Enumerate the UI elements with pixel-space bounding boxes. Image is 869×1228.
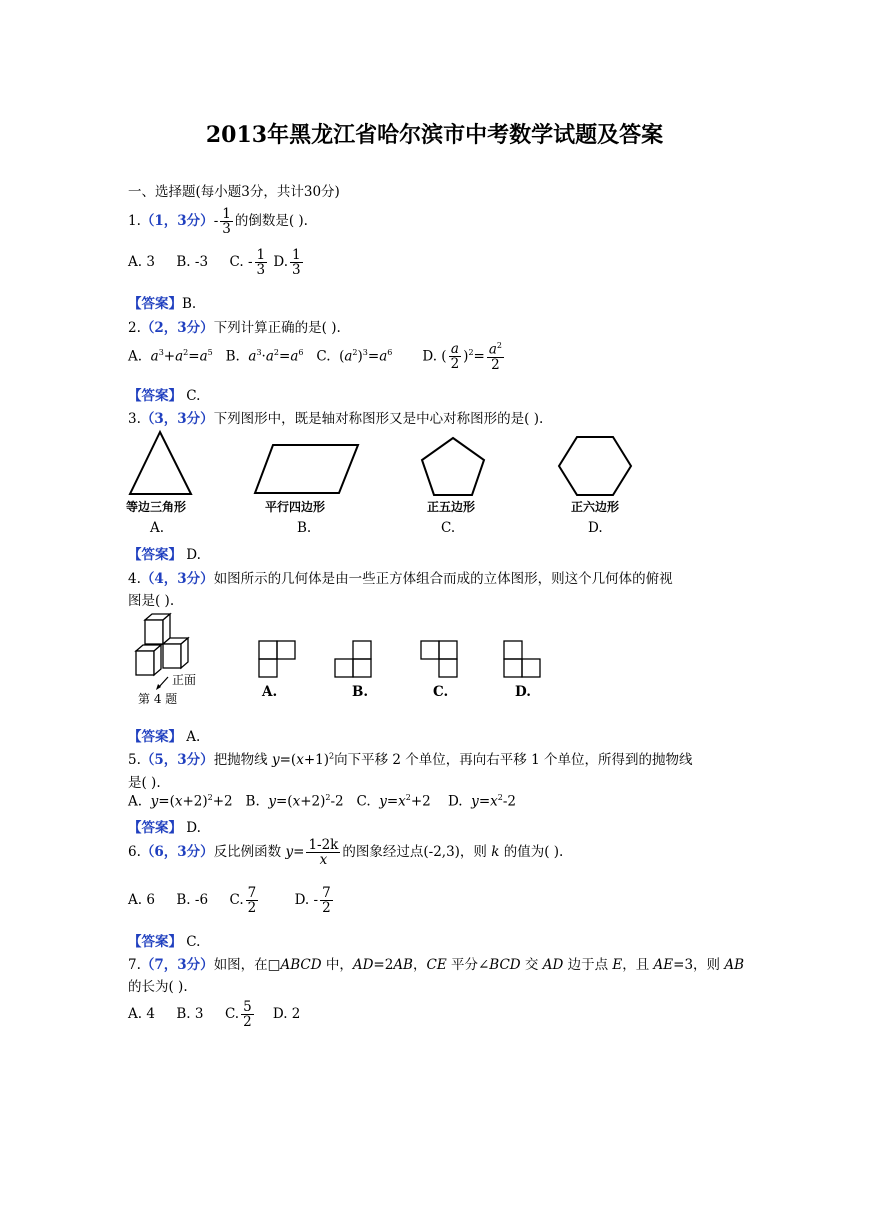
numerator: 1 <box>222 206 231 222</box>
numerator: 1 <box>256 247 266 263</box>
option-a-label: A. <box>262 684 278 700</box>
option-a-label: A. <box>150 520 165 536</box>
numerator: 1 <box>292 247 301 263</box>
shape-label-hexagon: 正六边形 <box>571 500 620 514</box>
numerator: 1-2k <box>308 837 339 853</box>
question-text: 把抛物线 <box>213 752 268 768</box>
numerator: 7 <box>322 885 331 901</box>
question-tag: （4，3分） <box>140 571 214 587</box>
question-text: 反比例函数 <box>213 844 282 861</box>
denominator: 3 <box>222 221 231 238</box>
question-number: 1. <box>128 213 141 230</box>
option-d-label: D. <box>515 684 531 700</box>
answer-value: C. <box>186 388 201 404</box>
minus-sign: - <box>213 213 219 230</box>
answer-tag: 【答案】 <box>128 729 182 745</box>
answer-tag: 【答案】 <box>128 296 182 312</box>
denominator <box>306 853 340 867</box>
option-c: C. <box>224 1006 240 1023</box>
shape-label-parallelogram: 平行四边形 <box>265 500 326 514</box>
answer-tag: 【答案】 <box>128 388 182 404</box>
question-text: 下列图形中，既是轴对称图形又是中心对称图形的是( ). <box>213 411 544 427</box>
denominator-text: x <box>319 852 328 869</box>
option-d: D. 2 <box>272 1006 301 1023</box>
answer-value: C. <box>186 934 201 950</box>
question-tag: （1，3分） <box>140 213 214 230</box>
option-c: C. - <box>229 254 253 271</box>
answer-tag: 【答案】 <box>128 820 182 836</box>
option-b-label: B. <box>352 684 369 700</box>
question-number: 2. <box>128 320 141 336</box>
numerator: 5 <box>243 999 252 1015</box>
question-text: 的图象经过点(-2,3)，则 <box>342 844 487 861</box>
answer-value: B. <box>182 296 197 312</box>
question-tag: （6，3分） <box>140 844 214 861</box>
answer-4 <box>128 725 200 745</box>
option-c: C. <box>229 892 244 909</box>
option-c-label: C. <box>441 520 456 536</box>
question-tag: （3，3分） <box>140 411 214 427</box>
answer-5 <box>128 816 201 836</box>
denominator: 3 <box>292 262 301 279</box>
section-heading: 一、选择题(每小题3分，共计30分) <box>128 184 340 200</box>
question-tag: （5，3分） <box>140 752 214 768</box>
answer-tag: 【答案】 <box>128 547 182 563</box>
fraction <box>320 886 333 915</box>
question-6: 6.（6，3分）反比例函数 y= $\frac{1-2k}{x}$ 的图象经过点(-2,3)，则 k 的值为( ). <box>128 837 564 869</box>
option-c-label: C. <box>433 684 449 700</box>
question-7-line2: 的长为( ). <box>128 979 188 995</box>
question-number: 4. <box>128 571 141 587</box>
option-a: A. 4 <box>128 1006 155 1023</box>
denominator: 3 <box>256 262 266 279</box>
numerator: 7 <box>247 885 257 901</box>
option-b-label: B. <box>297 520 312 536</box>
options-5: A. $y=(x+2)^2+2$ B. $y=(x+2)^2-2$ C. $y=x^2+2$ D. $y=x^2-2$ <box>128 793 516 810</box>
answer-tag: 【答案】 <box>128 934 182 950</box>
option-a: A. 3 <box>128 254 155 271</box>
option-d: D. - <box>294 892 319 909</box>
question-text: 的值为( ). <box>503 844 564 861</box>
question-number: 3. <box>128 411 141 427</box>
question-7-line1: 7.（7，3分）如图，在□ABCD 中，AD=2AB，CE 平分∠BCD 交 AD 边于点 E，且 AE=3，则 AB <box>128 957 745 973</box>
question-5-line2: 是( ). <box>128 775 161 791</box>
denominator: 2 <box>322 900 331 917</box>
question-text: 的倒数是( ). <box>234 213 308 230</box>
answer-6 <box>128 930 200 950</box>
fraction <box>241 1000 254 1029</box>
front-label: 正面 <box>172 673 197 687</box>
figure-caption: 第 4 题 <box>138 692 178 706</box>
fraction <box>306 838 340 867</box>
options-6 <box>128 886 335 915</box>
answer-value: D. <box>186 547 201 563</box>
answer-value: A. <box>186 729 201 745</box>
question-number: 6. <box>128 844 141 861</box>
option-d-label: D. <box>588 520 603 536</box>
question-5-line1: 5.（5，3分）把抛物线 $y=(x+1)^2$向下平移 2 个单位，再向右平移 1 个单位，所得到的抛物线 <box>128 751 693 768</box>
option-b: B. -3 <box>176 254 209 271</box>
option-b: B. -6 <box>176 892 209 909</box>
shape-label-pentagon: 正五边形 <box>427 500 476 514</box>
option-a: A. 6 <box>128 892 155 909</box>
options-7 <box>128 1000 300 1029</box>
question-4-line2: 图是( ). <box>128 593 175 609</box>
option-d: D. <box>273 254 289 271</box>
question-text: 向下平移 2 个单位，再向右平移 1 个单位，所得到的抛物线 <box>334 752 693 768</box>
denominator: 2 <box>243 1014 252 1031</box>
answer-value: D. <box>186 820 201 836</box>
page-title: 2013年黑龙江省哈尔滨市中考数学试题及答案 <box>205 122 664 148</box>
question-number: 5. <box>128 752 141 768</box>
question-text: 如图所示的几何体是由一些正方体组合而成的立体图形，则这个几何体的俯视 <box>213 571 673 587</box>
denominator: 2 <box>247 900 257 917</box>
question-number: 7. <box>128 957 141 973</box>
question-text: 下列计算正确的是( ). <box>213 320 341 336</box>
option-b: B. 3 <box>176 1006 204 1023</box>
fraction <box>246 886 259 915</box>
question-tag: （7，3分） <box>140 957 214 973</box>
options-2: A. $a^3+a^2=a^5$ B. $a^3\cdot a^2=a^6$ C. $(a^2)^3=a^6$ D. ( $\frac{a}{2}$ )$^2$= $\frac{a^2}{2}$ <box>128 341 503 373</box>
shape-label-triangle: 等边三角形 <box>126 500 187 514</box>
question-tag: （2，3分） <box>140 320 214 336</box>
